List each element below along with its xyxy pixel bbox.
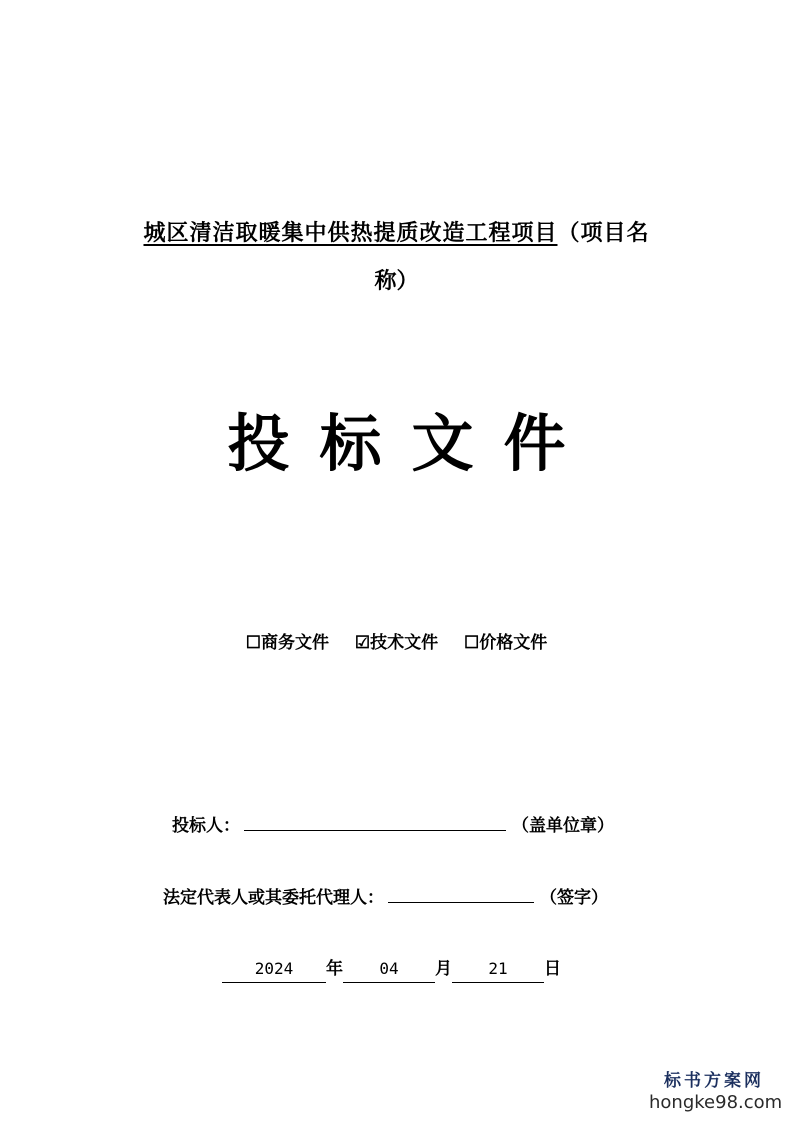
bidder-note: （盖单位章） bbox=[512, 816, 614, 836]
date-row bbox=[222, 956, 561, 983]
project-title bbox=[0, 218, 793, 248]
date-month[interactable]: 04 bbox=[343, 956, 435, 983]
date-year[interactable]: 2024 bbox=[222, 956, 326, 983]
month-unit: 月 bbox=[435, 959, 452, 979]
day-unit: 日 bbox=[544, 959, 561, 979]
checkbox-empty-icon[interactable]: ☐ bbox=[464, 633, 480, 653]
representative-label: 法定代表人或其委托代理人： bbox=[163, 888, 384, 908]
project-name: 城区清洁取暖集中供热提质改造工程项目 bbox=[143, 220, 558, 246]
bidder-label: 投标人： bbox=[172, 816, 240, 836]
option-label: 价格文件 bbox=[479, 633, 548, 653]
signature-blank-field[interactable] bbox=[388, 884, 534, 903]
project-name-suffix: （项目名 bbox=[557, 220, 650, 246]
year-unit: 年 bbox=[326, 959, 343, 979]
watermark-en: hongke98.com bbox=[649, 1092, 783, 1113]
representative-row bbox=[163, 884, 608, 911]
bidder-row bbox=[172, 812, 614, 839]
project-title-continued: 称） bbox=[374, 268, 419, 294]
document-heading: 投标文件 bbox=[227, 407, 596, 480]
option-price[interactable] bbox=[464, 633, 547, 653]
date-day[interactable]: 21 bbox=[452, 956, 544, 983]
option-business[interactable] bbox=[246, 633, 329, 653]
checkbox-checked-icon[interactable]: ☑ bbox=[354, 633, 371, 653]
option-label: 商务文件 bbox=[260, 633, 329, 653]
watermark-cn: 标书方案网 bbox=[664, 1071, 764, 1091]
bidder-blank-field[interactable] bbox=[244, 812, 506, 831]
document-type-options bbox=[0, 630, 793, 656]
option-label: 技术文件 bbox=[370, 633, 439, 653]
representative-note: （签字） bbox=[540, 888, 608, 908]
option-technical[interactable] bbox=[355, 633, 438, 653]
watermark-logo bbox=[649, 1070, 783, 1114]
checkbox-empty-icon[interactable]: ☐ bbox=[245, 633, 261, 653]
